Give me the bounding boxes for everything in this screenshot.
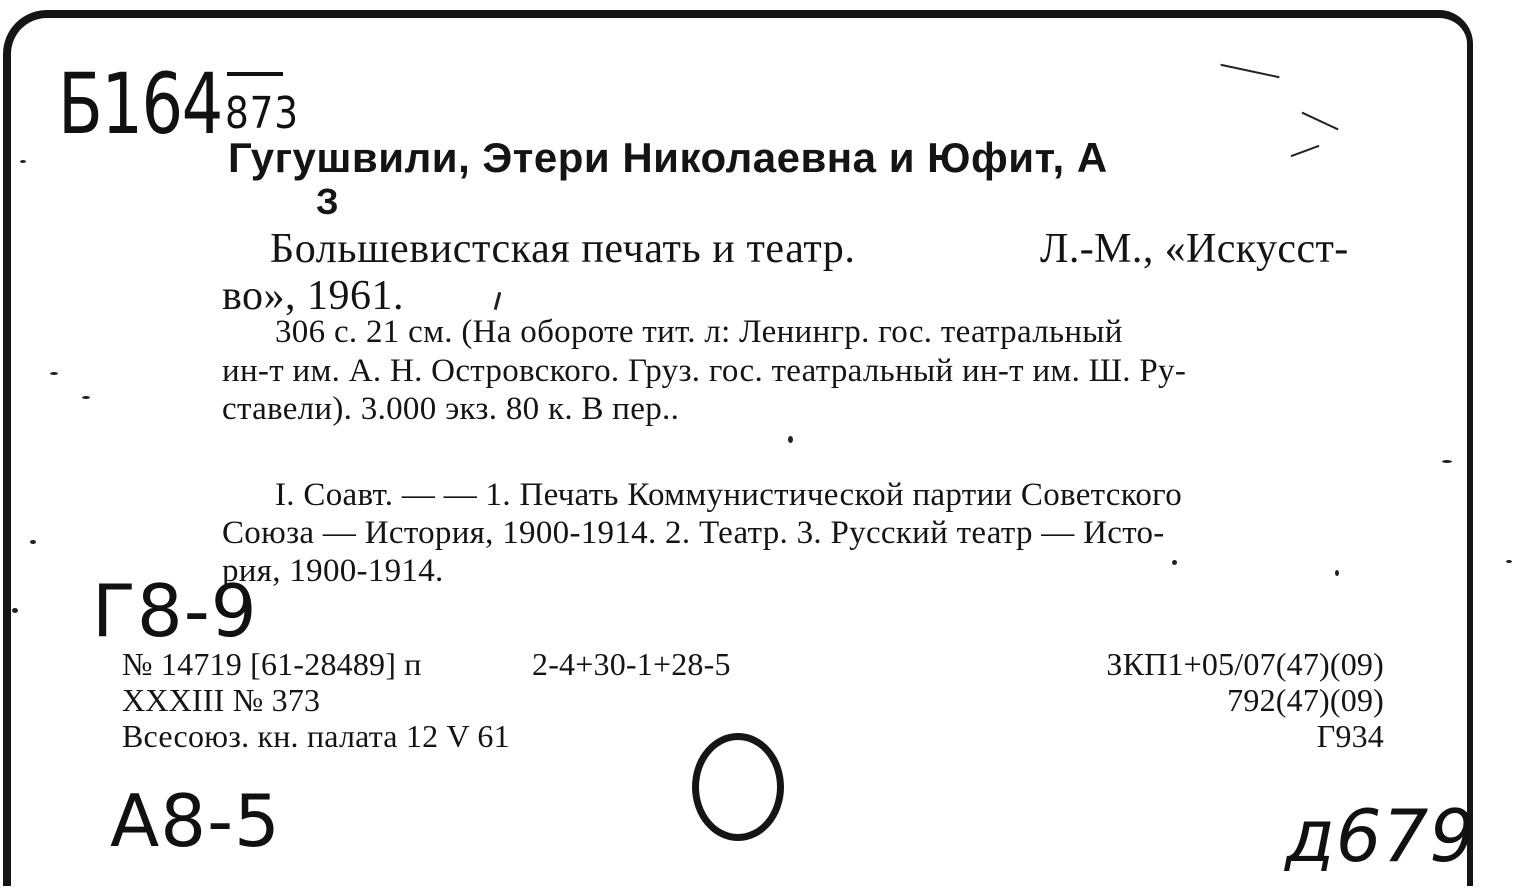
scan-mark: [1335, 570, 1339, 576]
footer-codes: 2-4+30-1+28-5: [532, 646, 731, 682]
scan-mark: [30, 540, 36, 544]
subject-line: I. Соавт. — — 1. Печать Коммунистической партии Советского: [275, 477, 1182, 513]
shelf-mark-overline: [227, 72, 283, 76]
subject-line: рия, 1900-1914.: [222, 553, 444, 589]
classification-code: ЗКП1+05/07(47)(09): [1106, 646, 1384, 682]
footer-left-line: Всесоюз. кн. палата 12 V 61: [122, 718, 510, 754]
description-line: ставели). 3.000 экз. 80 к. В пер..: [222, 391, 680, 427]
footer-left-line: XXXIII № 373: [122, 682, 321, 718]
scan-mark: [1442, 460, 1452, 463]
handwritten-shelf-mark-superscript: 873: [225, 88, 299, 139]
scan-mark: [12, 608, 18, 613]
handwritten-inventory-number: д679: [1285, 794, 1477, 878]
scan-mark: [20, 160, 26, 163]
scan-mark: [1506, 560, 1512, 563]
handwritten-shelf-mark: Б164: [58, 55, 222, 153]
author-heading-sub: З: [316, 181, 339, 222]
scan-mark: [1172, 560, 1177, 565]
author-heading: Гугушвили, Этери Николаевна и Юфит, А: [228, 134, 1108, 181]
description-line: ин-т им. А. Н. Островского. Груз. гос. театральный ин-т им. Ш. Ру-: [222, 353, 1187, 389]
card-punch-hole: [692, 733, 784, 841]
author-mark: Г934: [1316, 718, 1384, 754]
handwritten-gr-code: Г8-9: [92, 569, 258, 653]
scan-mark: [82, 396, 90, 399]
handwritten-ab-code: А8-5: [110, 779, 281, 863]
description-line: 306 с. 21 см. (На обороте тит. л: Ленингр. гос. театральный: [275, 314, 1123, 350]
footer-left-line: № 14719 [61-28489] п: [122, 646, 422, 682]
subject-line: Союза — История, 1900-1914. 2. Театр. 3. Русский театр — Исто-: [222, 515, 1165, 551]
scan-mark: [50, 372, 58, 375]
scan-mark: [788, 436, 793, 443]
book-title-line-2: во», 1961.: [222, 273, 405, 319]
book-title-line-1: Большевистская печать и театр.: [270, 226, 856, 272]
classification-code: 792(47)(09): [1227, 682, 1384, 718]
publisher: Л.-М., «Искусст-: [1040, 226, 1349, 272]
